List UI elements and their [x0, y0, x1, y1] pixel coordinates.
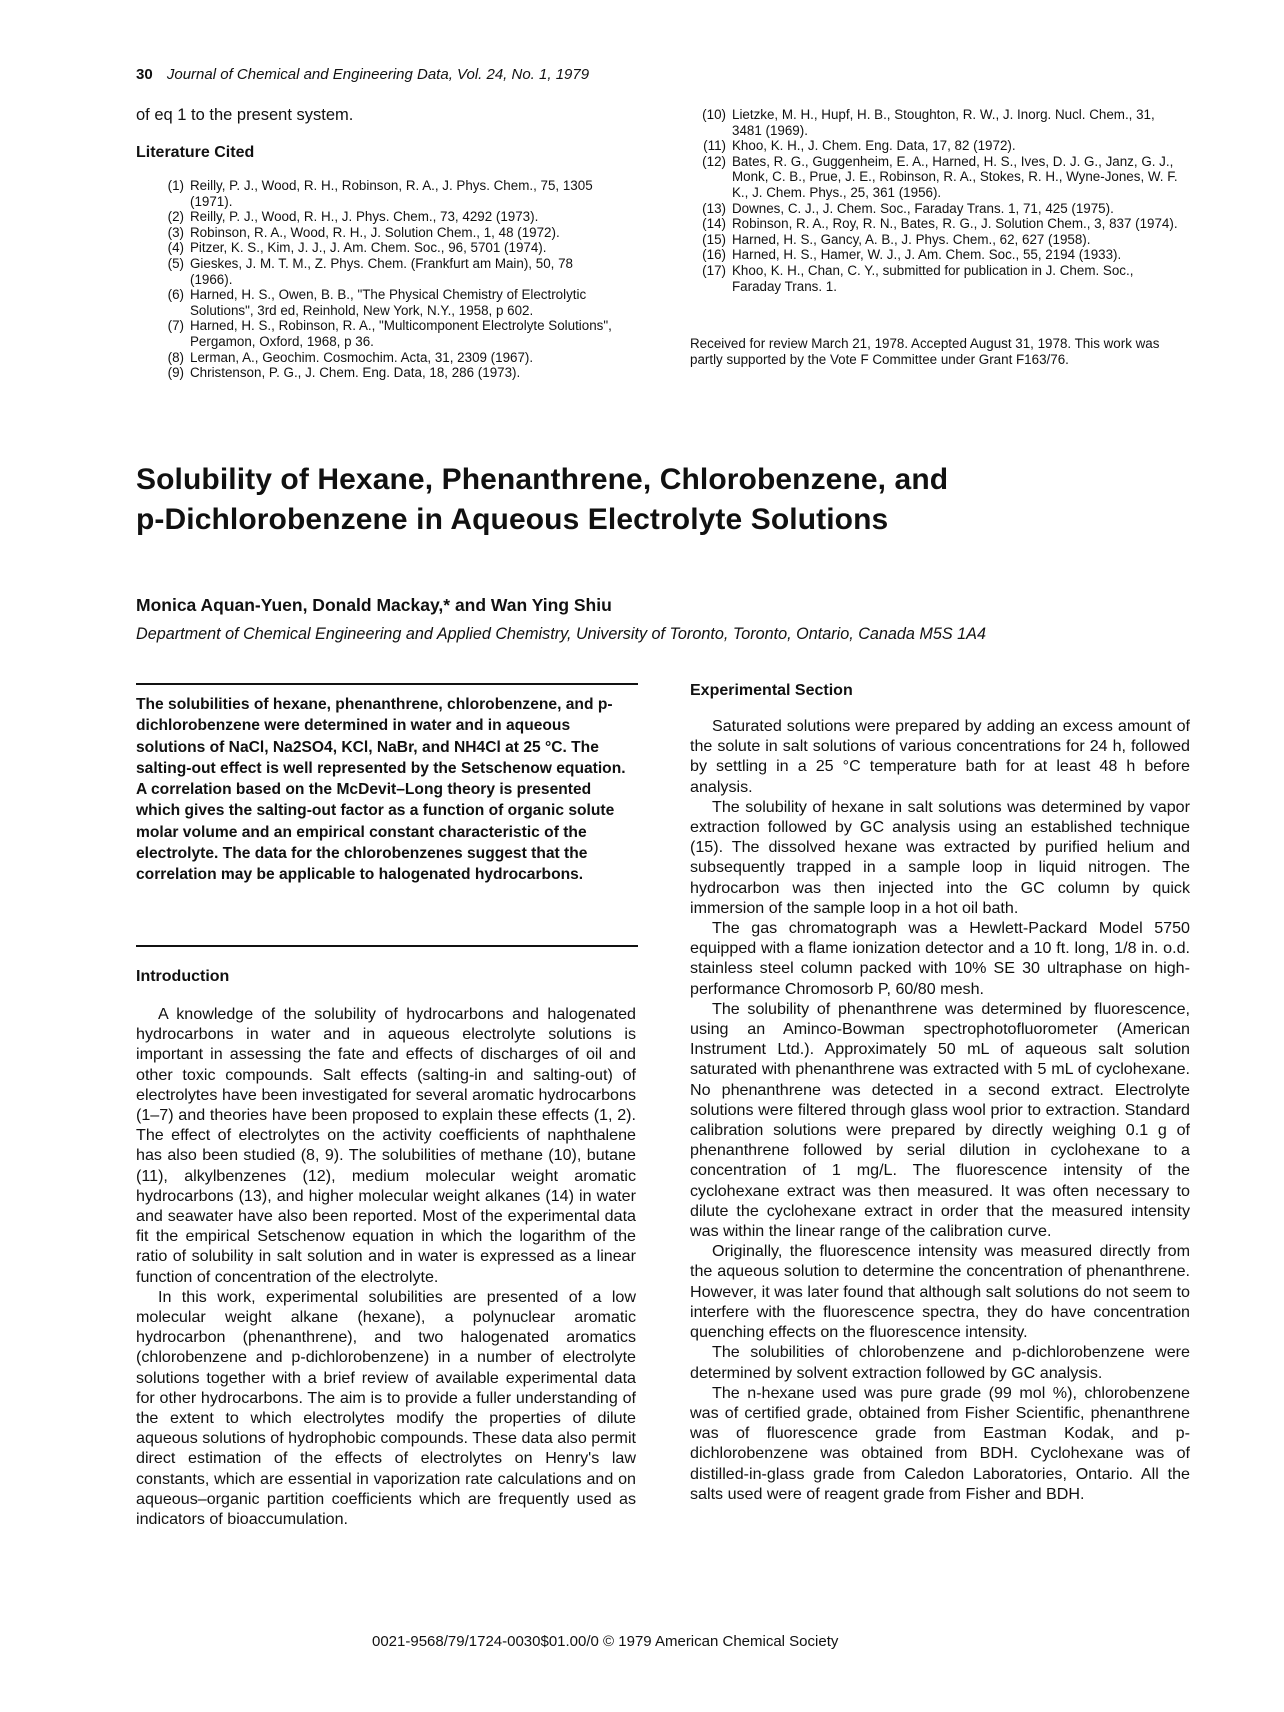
reference-item: [152, 350, 614, 366]
literature-cited-heading: Literature Cited: [136, 144, 255, 161]
reference-text: Harned, H. S., Gancy, A. B., J. Phys. Chem., 62, 627 (1958).: [732, 231, 1091, 247]
reference-number: (17): [702, 262, 726, 278]
reference-text: Lerman, A., Geochim. Cosmochim. Acta, 31, 2309 (1967).: [190, 349, 534, 365]
reference-text: Downes, C. J., J. Chem. Soc., Faraday Trans. 1, 71, 425 (1975).: [732, 200, 1114, 216]
reference-number: (14): [702, 216, 726, 232]
reference-item: [694, 201, 1186, 217]
reference-text: Reilly, P. J., Wood, R. H., J. Phys. Chem., 73, 4292 (1973).: [190, 209, 539, 225]
reference-text: Harned, H. S., Owen, B. B., "The Physical Chemistry of Electrolytic Solutions", 3rd ed, Reinhold, New York, N.Y., 1958, p 602.: [190, 287, 587, 318]
experimental-paragraph: Originally, the fluorescence intensity was measured directly from the aqueous solution to determine the concentration of phenanthrene. However, it was later found that although salt solutions do not seem to interfere with the fluorescence spectra, they do have concentration quenching effects on the fluorescence intensity.: [690, 1242, 1190, 1342]
reference-number: (1): [167, 178, 184, 193]
reference-number: (4): [167, 240, 184, 256]
abstract-bottom-rule: [136, 945, 638, 947]
experimental-body: [690, 716, 1190, 1504]
reference-number: (15): [702, 231, 726, 247]
reference-text: Christenson, P. G., J. Chem. Eng. Data, 18, 286 (1973).: [190, 365, 521, 381]
introduction-heading: Introduction: [136, 968, 230, 985]
reference-text: Robinson, R. A., Wood, R. H., J. Solution Chem., 1, 48 (1972).: [190, 224, 560, 240]
reference-text: Khoo, K. H., J. Chem. Eng. Data, 17, 82 (1972).: [732, 138, 1016, 154]
reference-number: (3): [167, 224, 184, 240]
reference-item: [152, 256, 614, 287]
introduction-paragraph: In this work, experimental solubilities are presented of a low molecular weight alkane (hexane), a polynuclear aromatic hydrocarbon (phenanthrene), and two halogenated aromatics (chlorobenzene and p-dichlorobenzene) in a number of electrolyte solutions together with a brief review of available experimental data for other hydrocarbons. The aim is to provide a fuller understanding of the extent to which electrolytes modify the properties of dilute aqueous solutions of hydrophobic compounds. These data also permit direct estimation of the effects of electrolytes on Henry's law constants, which are essential in vaporization rate calculations and on aqueous–organic partition coefficients which are frequently used as indicators of bioaccumulation.: [136, 1287, 636, 1529]
experimental-paragraph: The solubilities of chlorobenzene and p-dichlorobenzene were determined by solvent extraction followed by GC analysis.: [690, 1343, 1190, 1382]
reference-text: Harned, H. S., Robinson, R. A., "Multicomponent Electrolyte Solutions", Pergamon, Oxford, 1968, p 36.: [190, 318, 612, 349]
reference-text: Reilly, P. J., Wood, R. H., Robinson, R. A., J. Phys. Chem., 75, 1305 (1971).: [190, 178, 593, 209]
reference-number: (7): [167, 318, 184, 334]
reference-text: Khoo, K. H., Chan, C. Y., submitted for publication in J. Chem. Soc., Faraday Trans. 1.: [732, 262, 1134, 294]
reference-number: (9): [167, 365, 184, 381]
reference-text: Gieskes, J. M. T. M., Z. Phys. Chem. (Frankfurt am Main), 50, 78 (1966).: [190, 255, 573, 287]
received-note: Received for review March 21, 1978. Accepted August 31, 1978. This work was partly supported by the Vote F Committee under Grant F163/76.: [690, 336, 1160, 367]
experimental-paragraph: The solubility of phenanthrene was determined by fluorescence, using an Aminco-Bowman spectrophotofluorometer (American Instrument Ltd.). Approximately 50 mL of aqueous salt solution saturated with phenanthrene was extracted with 5 mL of cyclohexane. No phenanthrene was detected in a second extract. Electrolyte solutions were filtered through glass wool prior to extraction. Standard calibration solutions were prepared by directly weighing 0.1 g of phenanthrene followed by serial dilution in cyclohexane to a concentration of 1 mg/L. The fluorescence intensity of the cyclohexane extract was then measured. It was often necessary to dilute the cyclohexane extract in order that the measured intensity was within the linear range of the calibration curve.: [690, 999, 1190, 1241]
introduction-paragraph: A knowledge of the solubility of hydrocarbons and halogenated hydrocarbons in water and in aqueous electrolyte solutions is important in assessing the fate and effects of discharges of oil and other toxic compounds. Salt effects (salting-in and salting-out) of electrolytes have been investigated for several aromatic hydrocarbons (1–7) and theories have been proposed to explain these effects (1, 2). The effect of electrolytes on the activity coefficients of naphthalene has also been studied (8, 9). The solubilities of methane (10), butane (11), alkylbenzenes (12), medium molecular weight aromatic hydrocarbons (13), and higher molecular weight alkanes (14) in water and seawater have also been reported. Most of the experimental data fit the empirical Setschenow equation in which the logarithm of the ratio of solubility in salt solution and in water is expressed as a linear function of concentration of the electrolyte.: [136, 1005, 636, 1286]
experimental-paragraph: The solubility of hexane in salt solutions was determined by vapor extraction followed by GC analysis using an established technique (15). The dissolved hexane was extracted by purified helium and subsequently trapped in a sample loop in liquid nitrogen. The hydrocarbon was then injected into the GC column by quick immersion of the sample loop in a hot oil bath.: [690, 797, 1190, 917]
reference-text: Robinson, R. A., Roy, R. N., Bates, R. G., J. Solution Chem., 3, 837 (1974).: [732, 216, 1178, 232]
abstract: The solubilities of hexane, phenanthrene, chlorobenzene, and p-dichlorobenzene were determined in water and in aqueous solutions of NaCl, Na2SO4, KCl, NaBr, and NH4Cl at 25 °C. The salting-out effect is well represented by the Setschenow equation. A correlation based on the McDevit–Long theory is presented which gives the salting-out factor as a function of organic solute molar volume and an empirical constant characteristic of the electrolyte. The data for the chlorobenzenes suggest that the correlation may be applicable to halogenated hydrocarbons.: [136, 696, 626, 884]
carryover-text: of eq 1 to the present system.: [136, 106, 354, 124]
reference-list-right: [694, 107, 1186, 294]
reference-number: (8): [167, 349, 184, 365]
reference-number: (10): [702, 107, 726, 122]
article-title-line-1: Solubility of Hexane, Phenanthrene, Chlorobenzene, and: [136, 463, 949, 496]
article-title: [136, 460, 1176, 540]
reference-item: [694, 154, 1186, 201]
experimental-paragraph: The gas chromatograph was a Hewlett-Packard Model 5750 equipped with a flame ionization detector and a 10 ft. long, 1/8 in. o.d. stainless steel column packed with 10% SE 30 ultraphase on high-performance Chromosorb P, 60/80 mesh.: [690, 919, 1190, 998]
reference-number: (12): [702, 153, 726, 169]
affiliation: Department of Chemical Engineering and Applied Chemistry, University of Toronto, Toronto, Ontario, Canada M5S 1A4: [136, 625, 986, 643]
reference-item: [694, 107, 1186, 138]
reference-item: [152, 209, 614, 225]
reference-text: Harned, H. S., Hamer, W. J., J. Am. Chem. Soc., 55, 2194 (1933).: [732, 247, 1122, 263]
reference-item: [694, 247, 1186, 263]
article-title-line-2: p-Dichlorobenzene in Aqueous Electrolyte Solutions: [136, 503, 889, 536]
reference-number: (5): [167, 255, 184, 271]
reference-item: [694, 232, 1186, 248]
experimental-paragraph: The n-hexane used was pure grade (99 mol %), chlorobenzene was of certified grade, obtained from Fisher Scientific, phenanthrene was of fluorescence grade from Eastman Kodak, and p-dichlorobenzene was obtained from BDH. Cyclohexane was of distilled-in-glass grade from Caledon Laboratories, Ontario. All the salts used were of reagent grade from Fisher and BDH.: [690, 1383, 1190, 1503]
reference-text: Lietzke, M. H., Hupf, H. B., Stoughton, R. W., J. Inorg. Nucl. Chem., 31, 3481 (1969).: [732, 107, 1155, 138]
author-list: Monica Aquan-Yuen, Donald Mackay,* and Wan Ying Shiu: [136, 595, 612, 615]
reference-item: [694, 263, 1186, 294]
reference-number: (2): [167, 209, 184, 225]
reference-text: Bates, R. G., Guggenheim, E. A., Harned, H. S., Ives, D. J. G., Janz, G. J., Monk, C. B., Prue, J. E., Robinson, R. A., Stokes, R. H., Wyne-Jones, W. F. K., J. Chem. Phys., 25, 361 (1956).: [732, 153, 1178, 200]
page-number: 30: [136, 66, 153, 83]
reference-item: [152, 240, 614, 256]
reference-number: (13): [702, 200, 726, 216]
reference-list-left: [152, 178, 614, 381]
reference-item: [152, 178, 614, 209]
reference-item: [694, 216, 1186, 232]
introduction-body: [136, 1004, 636, 1529]
reference-number: (6): [167, 287, 184, 303]
reference-item: [152, 225, 614, 241]
reference-item: [152, 287, 614, 318]
page-footer: 0021-9568/79/1724-0030$01.00/0 © 1979 American Chemical Society: [372, 1633, 839, 1650]
journal-citation: Journal of Chemical and Engineering Data, Vol. 24, No. 1, 1979: [166, 66, 590, 83]
reference-number: (16): [702, 247, 726, 263]
running-head: [136, 66, 589, 83]
reference-item: [152, 318, 614, 349]
reference-number: (11): [703, 138, 726, 154]
reference-item: [694, 138, 1186, 154]
experimental-paragraph: Saturated solutions were prepared by adding an excess amount of the solute in salt solutions of various concentrations for 24 h, followed by settling in a 25 °C temperature bath for at least 48 h before analysis.: [690, 717, 1190, 796]
reference-text: Pitzer, K. S., Kim, J. J., J. Am. Chem. Soc., 96, 5701 (1974).: [190, 240, 547, 256]
reference-item: [152, 365, 614, 381]
experimental-heading: Experimental Section: [690, 682, 853, 699]
abstract-top-rule: [136, 683, 638, 685]
